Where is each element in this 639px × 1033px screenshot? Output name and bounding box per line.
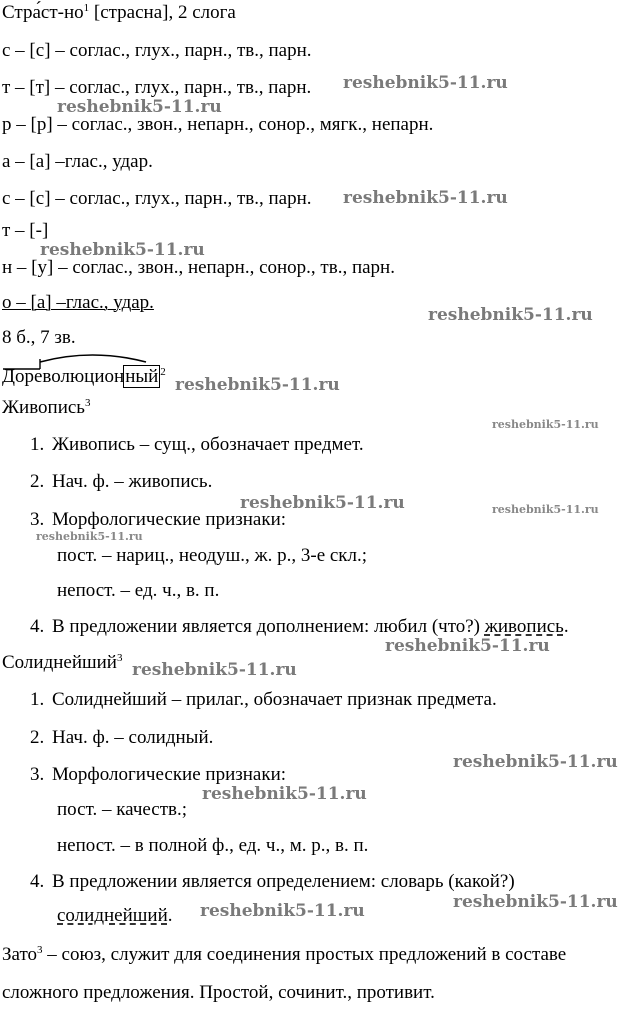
watermark: reshebnik5-11.ru — [492, 418, 599, 431]
conjunction-title: Зато — [2, 944, 38, 965]
phonetic-transcription: [страсна], 2 слога — [89, 2, 236, 23]
watermark: reshebnik5-11.ru — [36, 530, 143, 543]
phonetic-title — [2, 2, 236, 24]
list-item: 1. Солиднейший – прилаг., обозначает признак предмета. — [30, 689, 497, 710]
conjunction-line: Зато$^3$ – союз, служит для соединения простых предложений в составе — [2, 944, 567, 965]
footnote-mark: 2 — [160, 366, 166, 378]
phonetic-row: н – [у] – соглас., звон., непарн., сонор., тв., парн. — [2, 257, 395, 278]
ending: ный — [125, 366, 159, 387]
phonetic-row: т – [-] — [2, 220, 49, 241]
watermark: reshebnik5-11.ru — [453, 752, 618, 772]
phonetic-row: с – [с] – соглас., глух., парн., тв., парн. — [2, 188, 312, 209]
phonetic-row: р – [р] – соглас., звон., непарн., сонор., мягк., непарн. — [2, 114, 434, 135]
phonetic-word: Стра́ст-но — [2, 2, 84, 23]
list-item: 3. Морфологические признаки: — [30, 764, 287, 785]
footnote-mark: 1 — [83, 2, 90, 14]
watermark: reshebnik5-11.ru — [343, 73, 508, 93]
root: волюцион — [42, 366, 125, 387]
phonetic-row: т – [т] – соглас., глух., парн., тв., парн. — [2, 77, 312, 98]
phonetic-total: 8 б., 7 зв. — [2, 327, 76, 348]
list-item: 3. Морфологические признаки: — [30, 509, 287, 530]
nonconst-features: непост. – ед. ч., в. п. — [57, 580, 220, 601]
adjective-word — [2, 652, 122, 674]
list-item: 4. В предложении является определением: словарь (какой?) — [30, 871, 515, 892]
phonetic-row: о – [а] –глас., удар. — [2, 292, 154, 313]
root-arch — [0, 350, 180, 370]
watermark: reshebnik5-11.ru — [57, 97, 222, 117]
list-item: 2. Нач. ф. – живопись. — [30, 471, 213, 492]
adjective-title: Солиднейший — [2, 652, 117, 673]
const-features: пост. – нариц., неодуш., ж. р., 3-е скл.; — [57, 545, 368, 566]
footnote-mark: 3 — [116, 652, 123, 664]
prefix: Доре — [2, 366, 43, 387]
conjunction-line: сложного предложения. Простой, сочинит., противит. — [2, 982, 435, 1003]
list-item: 2. Нач. ф. – солидный. — [30, 727, 214, 748]
sentence-role-word: живопись — [484, 616, 564, 637]
watermark: reshebnik5-11.ru — [492, 503, 599, 516]
phonetic-row: с – [с] – соглас., глух., парн., тв., парн. — [2, 40, 312, 61]
nonconst-features: непост. – в полной ф., ед. ч., м. р., в. п. — [57, 835, 369, 856]
phonetic-row: а – [а] –глас., удар. — [2, 151, 153, 172]
const-features: пост. – качеств.; — [57, 799, 188, 820]
watermark: reshebnik5-11.ru — [175, 375, 340, 395]
watermark: reshebnik5-11.ru — [343, 188, 508, 208]
noun-word — [2, 397, 90, 419]
watermark: reshebnik5-11.ru — [132, 660, 297, 680]
list-item: 4. В предложении является дополнением: любил (что?) живопись. — [30, 616, 569, 637]
list-item: 1. Живопись – сущ., обозначает предмет. — [30, 434, 364, 455]
watermark: reshebnik5-11.ru — [40, 240, 205, 260]
watermark: reshebnik5-11.ru — [200, 901, 365, 921]
footnote-mark: 3 — [84, 397, 91, 409]
watermark: reshebnik5-11.ru — [385, 636, 550, 656]
sentence-role-word: солиднейший — [57, 905, 168, 926]
watermark: reshebnik5-11.ru — [202, 784, 367, 804]
noun-title: Живопись — [2, 397, 85, 418]
list-item-continuation: солиднейший. — [57, 905, 173, 926]
watermark: reshebnik5-11.ru — [453, 892, 618, 912]
footnote-mark: 3 — [37, 944, 43, 956]
watermark: reshebnik5-11.ru — [428, 305, 593, 325]
watermark: reshebnik5-11.ru — [240, 493, 405, 513]
